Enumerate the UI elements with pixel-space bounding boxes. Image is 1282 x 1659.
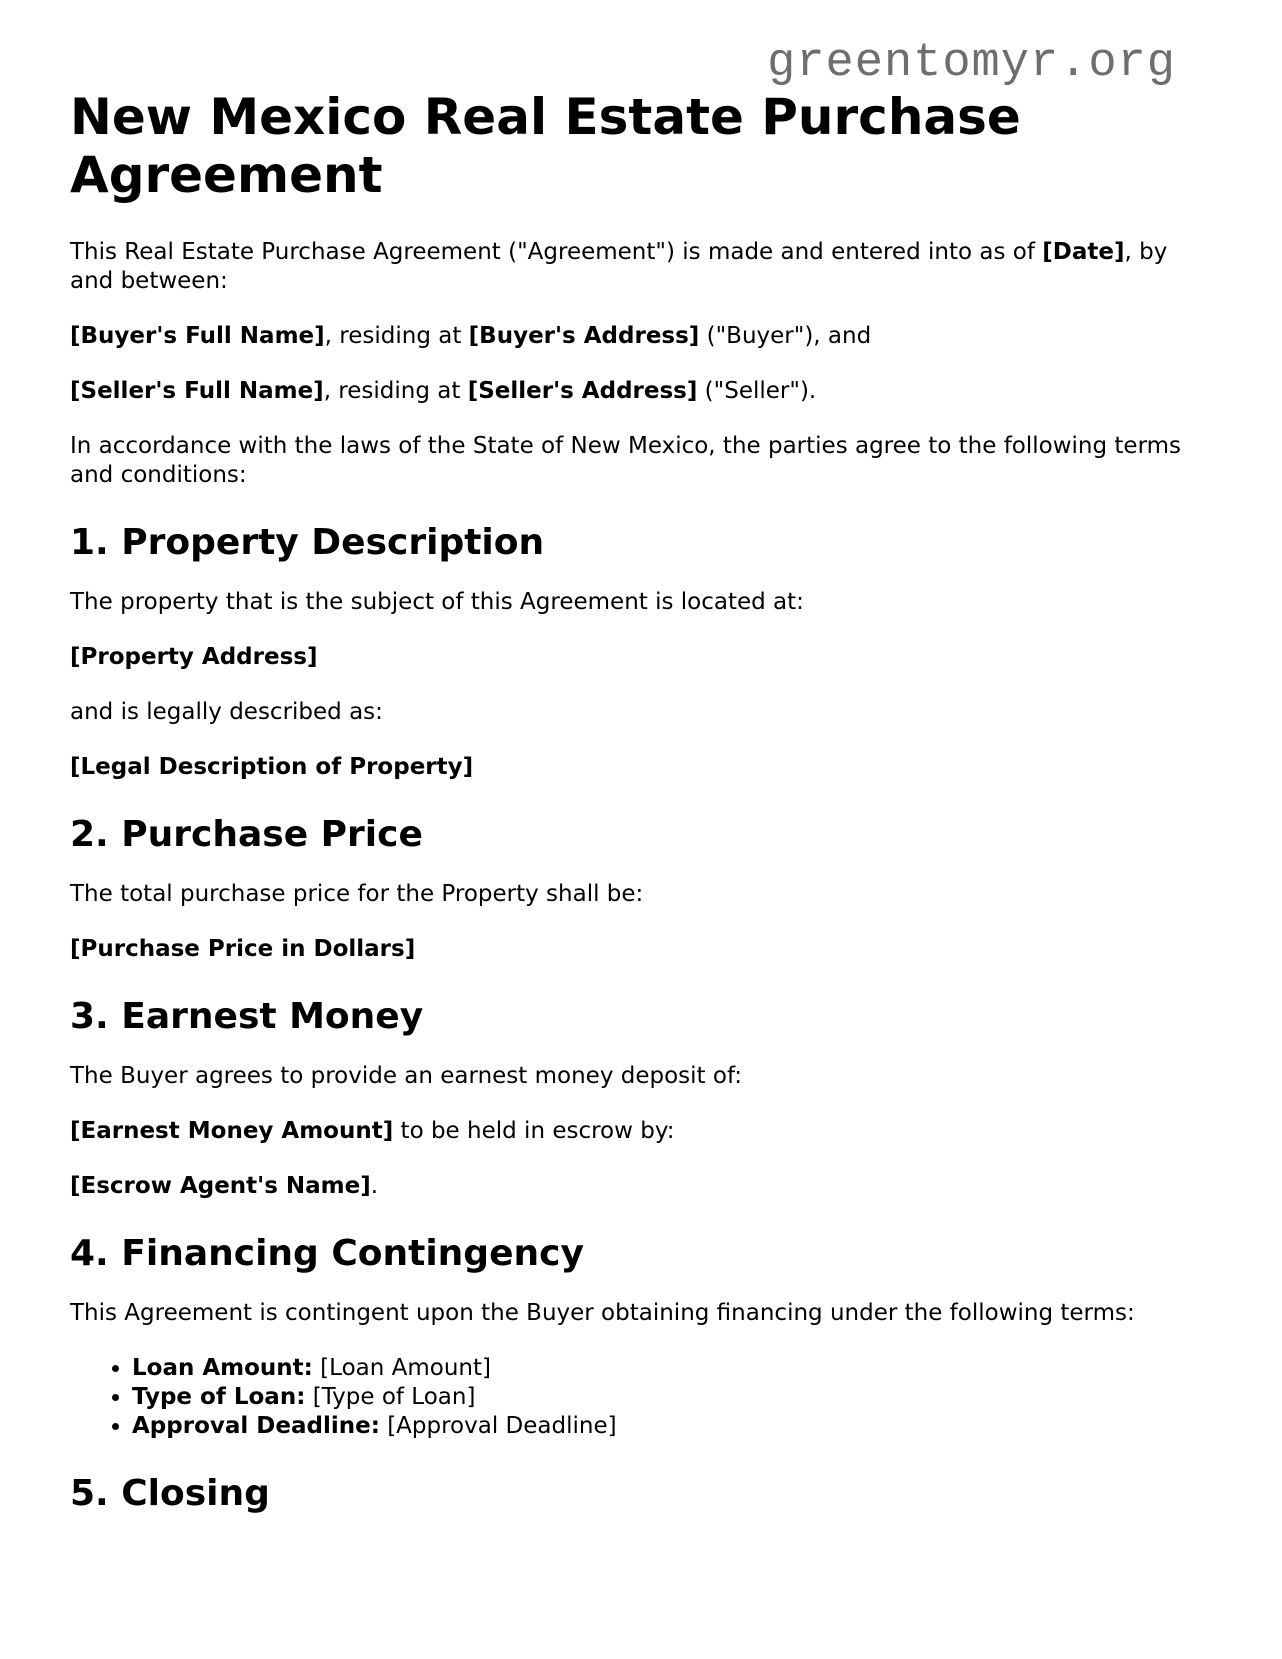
document-title: New Mexico Real Estate Purchase Agreement: [70, 88, 1021, 204]
intro-suffix: , by and between:: [70, 239, 1168, 294]
intro-paragraph: [70, 238, 1210, 296]
seller-name-placeholder: [Seller's Full Name]: [70, 378, 324, 404]
section-heading-property: 1. Property Description: [70, 522, 545, 563]
loan-amount-value: [Loan Amount]: [312, 1355, 491, 1381]
buyer-residing-text: , residing at: [324, 323, 469, 349]
price-text: The total purchase price for the Property shall be:: [70, 881, 644, 907]
legal-description-value: [Legal Description of Property]: [70, 754, 474, 780]
date-placeholder: [Date]: [1042, 239, 1125, 265]
earnest-amount-paragraph: [70, 1117, 1210, 1146]
buyer-suffix: ("Buyer"), and: [699, 323, 872, 349]
buyer-paragraph: [70, 322, 1210, 351]
earnest-amount-placeholder: [Earnest Money Amount]: [70, 1118, 394, 1144]
financing-terms-list: [70, 1354, 1210, 1441]
seller-paragraph: [70, 377, 1210, 406]
escrow-text: to be held in escrow by:: [393, 1118, 675, 1144]
list-item-approval-deadline: [132, 1412, 1210, 1441]
section-heading-earnest: 3. Earnest Money: [70, 996, 424, 1037]
section-heading-closing: 5. Closing: [70, 1473, 270, 1514]
list-item-loan-type: [132, 1383, 1210, 1412]
property-address-value: [Property Address]: [70, 644, 318, 670]
loan-amount-label: Loan Amount:: [132, 1355, 313, 1381]
legal-description-placeholder: [70, 753, 1210, 782]
legal-description-text: and is legally described as:: [70, 699, 383, 725]
document-page: [70, 88, 1210, 1539]
site-watermark: greentomyr.org: [767, 37, 1176, 90]
buyer-name-placeholder: [Buyer's Full Name]: [70, 323, 325, 349]
property-text: The property that is the subject of this Agreement is located at:: [70, 589, 804, 615]
earnest-text: The Buyer agrees to provide an earnest money deposit of:: [70, 1063, 742, 1089]
loan-type-label: Type of Loan:: [132, 1384, 306, 1410]
financing-text: This Agreement is contingent upon the Buyer obtaining financing under the following terms:: [70, 1300, 1135, 1326]
section-heading-price: 2. Purchase Price: [70, 814, 423, 855]
intro-text: This Real Estate Purchase Agreement ("Agreement") is made and entered into as of: [70, 239, 1043, 265]
loan-type-value: [Type of Loan]: [305, 1384, 476, 1410]
list-item-loan-amount: [132, 1354, 1210, 1383]
approval-deadline-label: Approval Deadline:: [132, 1413, 380, 1439]
seller-address-placeholder: [Seller's Address]: [467, 378, 698, 404]
property-address-placeholder: [70, 643, 1210, 672]
price-value: [Purchase Price in Dollars]: [70, 936, 416, 962]
approval-deadline-value: [Approval Deadline]: [379, 1413, 617, 1439]
section-heading-financing: 4. Financing Contingency: [70, 1233, 584, 1274]
escrow-agent-placeholder: [Escrow Agent's Name]: [70, 1173, 371, 1199]
seller-suffix: ("Seller").: [697, 378, 817, 404]
escrow-agent-paragraph: [70, 1172, 1210, 1201]
price-placeholder: [70, 935, 1210, 964]
buyer-address-placeholder: [Buyer's Address]: [468, 323, 700, 349]
seller-residing-text: , residing at: [323, 378, 468, 404]
accordance-paragraph: In accordance with the laws of the State of New Mexico, the parties agree to the following terms and conditions:: [70, 433, 1182, 488]
escrow-agent-suffix: .: [370, 1173, 379, 1199]
